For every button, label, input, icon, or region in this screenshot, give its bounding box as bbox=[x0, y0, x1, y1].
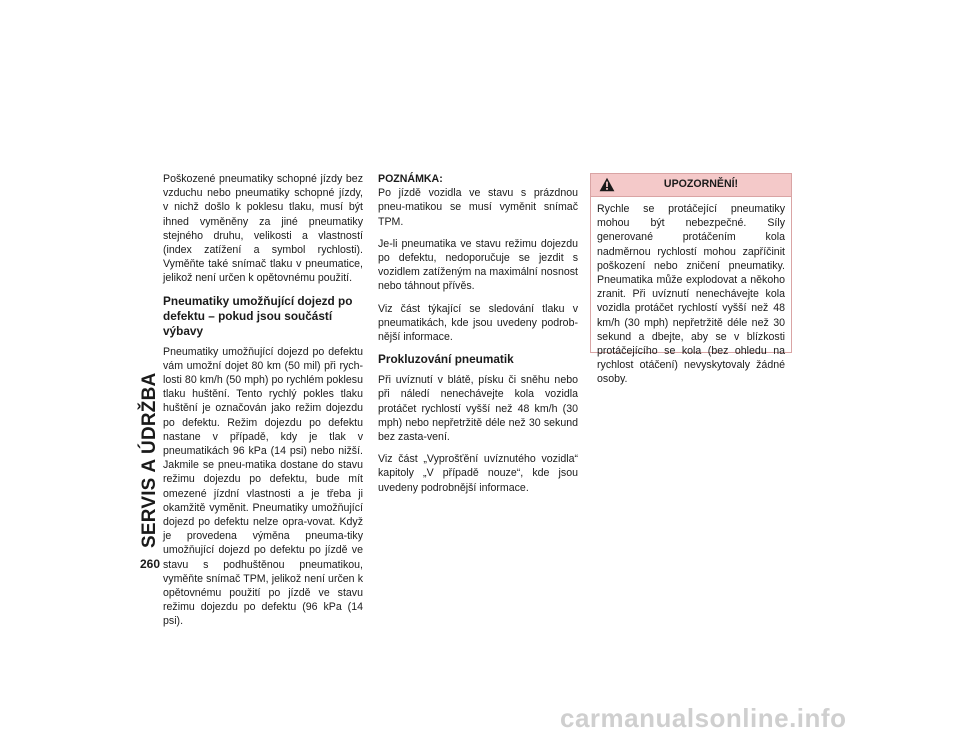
note-heading: POZNÁMKA: bbox=[378, 173, 443, 185]
note-text: Po jízdě vozidla ve stavu s prázdnou pneu-matikou se musí vyměnit snímač TPM. bbox=[378, 187, 578, 228]
run-flat-paragraph: Pneumatiky umožňující dojezd po defektu vám umožní dojet 80 km (50 mil) při rych-losti 80 km/h (50 mph) po rychlém poklesu tlaku huštění. Tento rychlý pokles tlaku huštění je označován jako režim dojezdu po defektu. Režim dojezdu po defektu nastane v případě, kdy je tlak v pneumatikách 96 kPa (14 psi) nebo nižší. Jakmile se pneu-matika dostane do stavu režimu dojezdu po defektu, bude mít omezené jízdní vlastnosti a je třeba ji okamžitě vyměnit. Pneumatiky umožňující dojezd po defektu nelze opra-vovat. Když je provedena výměna pneuma-tiky umožňující dojezd po defektu po jízdě ve stavu s podhuštěnou pneumatikou, vyměňte snímač TPM, jelikož není určen k opětovnému použití po jízdě ve stavu režimu dojezdu po defektu (96 kPa (14 psi). bbox=[163, 345, 363, 628]
warning-title: UPOZORNĚNÍ! bbox=[663, 178, 739, 190]
note-block bbox=[378, 172, 578, 229]
tire-spin-paragraph: Při uvíznutí v blátě, písku či sněhu nebo při náledí nenechávejte kola vozidla protáčet rychlostí vyšší než 48 km/h (30 mph) nebo nepřetržitě déle než 30 sekund bez zasta-vení. bbox=[378, 374, 578, 444]
emergency-reference-paragraph: Viz část „Vyprošťění uvíznutého vozidla“ kapitoly „V případě nouze“, kde jsou uvedeny podrobnější informace. bbox=[378, 453, 578, 494]
section-title-text: SERVIS A ÚDRŽBA bbox=[139, 372, 160, 548]
page-number: 260 bbox=[140, 557, 161, 571]
load-paragraph: Je-li pneumatika ve stavu režimu dojezdu po defektu, nedoporučuje se jezdit s vozidlem zatíženým na maximální nosnost nebo táhnout přívěs. bbox=[378, 237, 578, 293]
tpm-reference-paragraph: Viz část týkající se sledování tlaku v pneumatikách, kde jsou uvedeny podrob-nější informace. bbox=[378, 302, 578, 344]
warning-box bbox=[590, 173, 792, 386]
section-title-vertical bbox=[138, 168, 162, 548]
warning-header bbox=[591, 174, 791, 197]
watermark: carmanualsonline.info bbox=[560, 703, 847, 733]
tire-spin-heading: Prokluzování pneumatik bbox=[378, 352, 514, 367]
text-column-left bbox=[163, 172, 363, 637]
text-column-middle bbox=[378, 172, 578, 503]
run-flat-heading: Pneumatiky umožňující dojezd po defektu – pokud jsou součástí výbavy bbox=[163, 293, 353, 338]
warning-text: Rychle se protáčející pneumatiky mohou být nebezpečné. Síly generované protáčením kola nadměrnou rychlostí mohou zapříčinit poškození nebo zničení pneumatiky. Pneumatika může explodovat a někoho zranit. Při uvíznutí nenechávejte kola vozidla protáčet rychlostí vyšší než 48 km/h (30 mph) nepřetržitě déle než 30 sekund a dbejte, aby se v blízkosti protáčejícího se kola (bez ohledu na rychlost otáčení) nevyskytovaly žádné osoby. bbox=[597, 203, 785, 386]
intro-paragraph: Poškozené pneumatiky schopné jízdy bez vzduchu nebo pneumatiky schopné jízdy, v nichž došlo k poklesu tlaku, musí být ihned vyměněny za jiné pneumatiky stejného druhu, velikosti a vlastností (index zatížení a symbol rychlosti). Vyměňte také snímač tlaku v pneumatice, jelikož není určen k opětovnému použití. bbox=[163, 173, 363, 285]
